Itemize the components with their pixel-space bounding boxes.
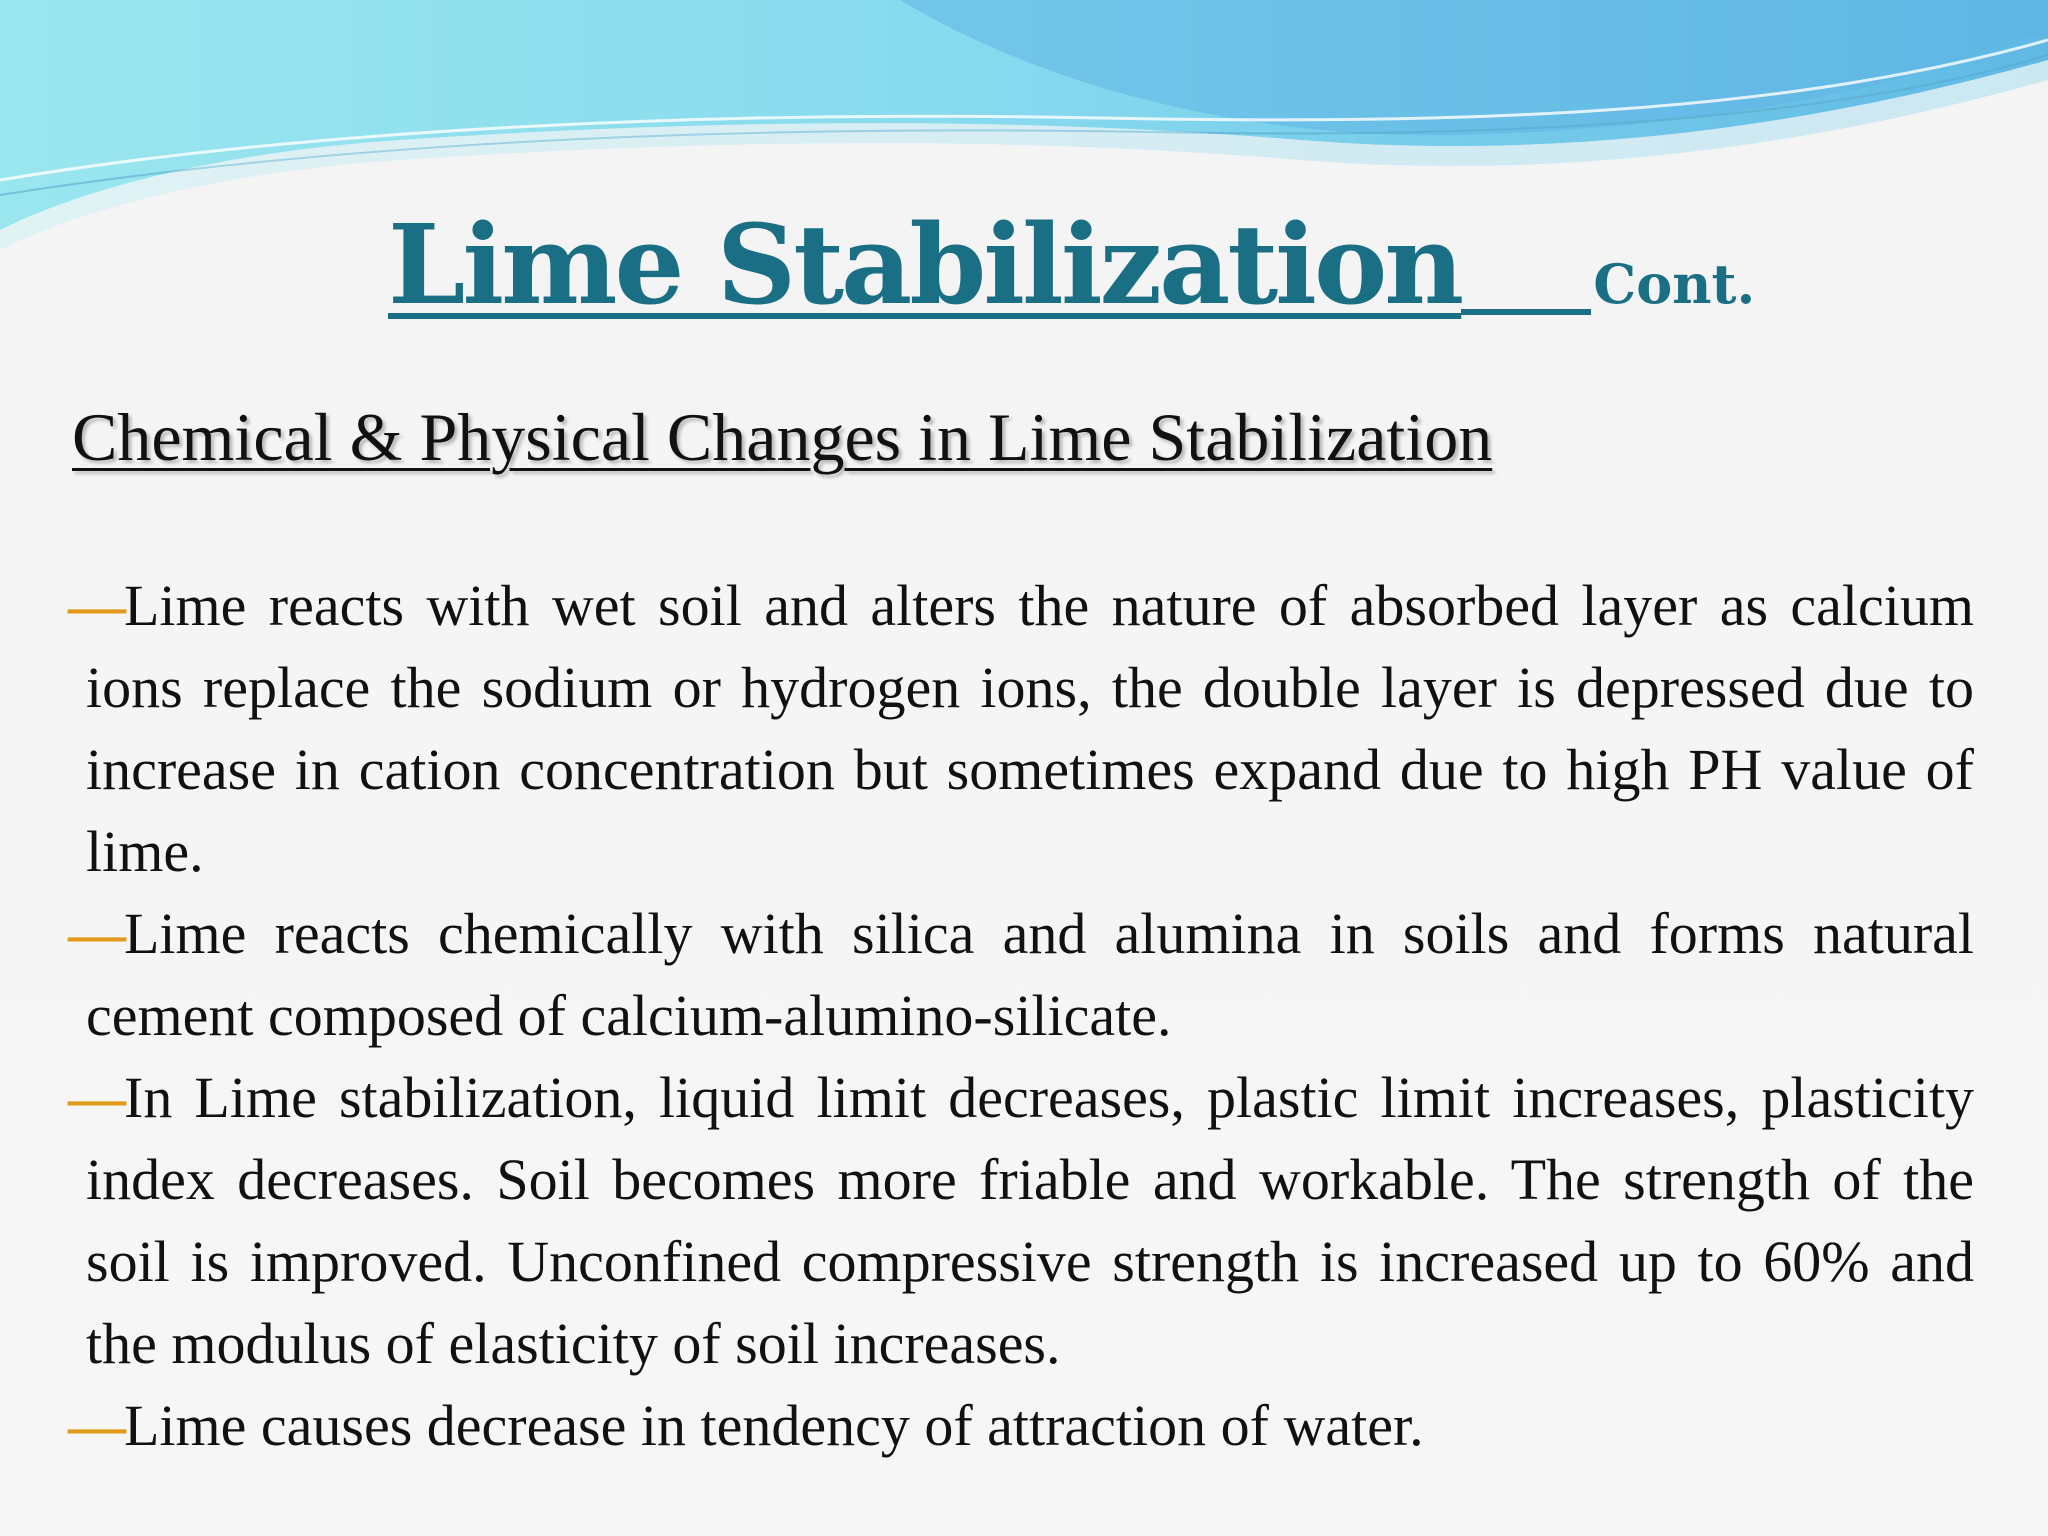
bullet-text: Lime reacts with wet soil and alters the nature of absorbed layer as calcium ions replace the sodium or hydrogen ions, the double layer is depressed due to increase in cation concentration but sometimes expand due to high PH value of lime. [86, 573, 1974, 884]
dash-bullet-icon: — [68, 901, 126, 966]
title-suffix: Cont. [1593, 252, 1756, 316]
dash-bullet-icon: — [68, 1393, 126, 1458]
bullet-text: In Lime stabilization, liquid limit decreases, plastic limit increases, plasticity index decreases. Soil becomes more friable and workable. The strength of the soil is improved. Unconfined compressive strength is increased up to 60% and the modulus of elasticity of soil increases. [86, 1065, 1974, 1376]
bullet-list [68, 565, 1974, 1467]
title-underline-gap [1461, 309, 1591, 315]
dash-bullet-icon: — [68, 1065, 126, 1130]
subheading: Chemical & Physical Changes in Lime Stabilization [72, 399, 1493, 475]
bullet-item [68, 1385, 1974, 1467]
bullet-item [68, 1057, 1974, 1385]
bullet-item [68, 565, 1974, 893]
bullet-text: Lime causes decrease in tendency of attraction of water. [124, 1393, 1424, 1458]
bullet-text: Lime reacts chemically with silica and alumina in soils and forms natural cement composed of calcium-alumino-silicate. [86, 901, 1974, 1048]
title-row [388, 200, 1788, 330]
bullet-item [68, 893, 1974, 1057]
dash-bullet-icon: — [68, 573, 126, 638]
slide-title: Lime Stabilization [388, 200, 1462, 329]
